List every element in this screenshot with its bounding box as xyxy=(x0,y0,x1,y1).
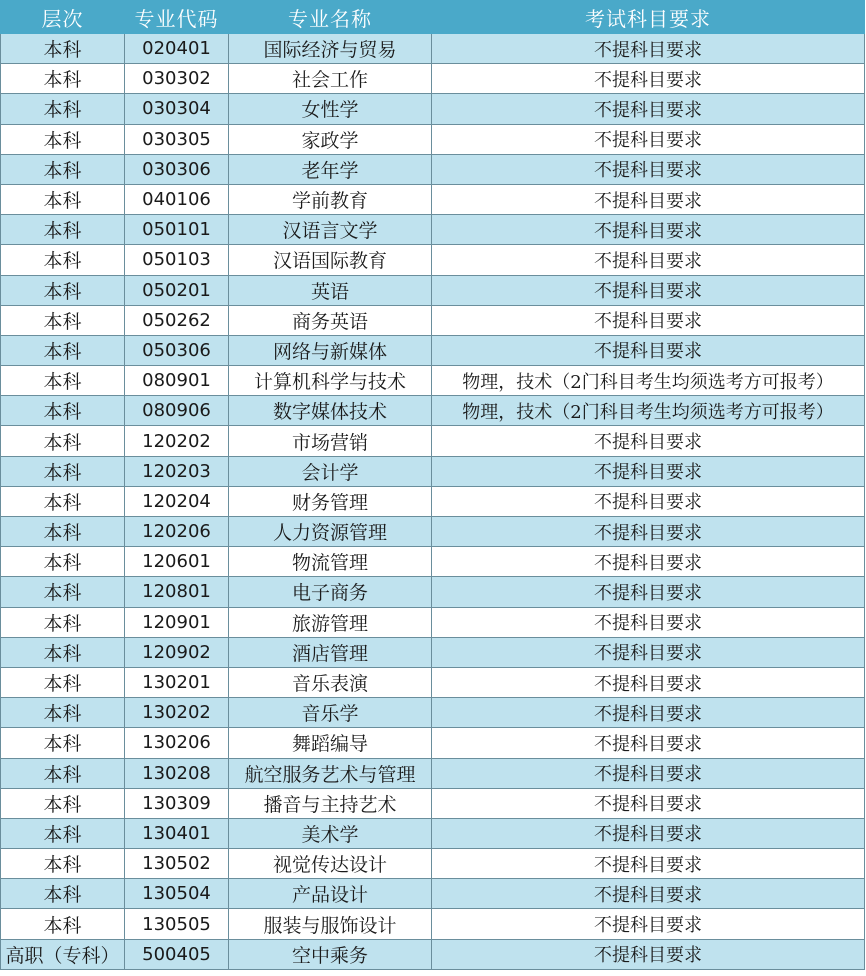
cell-code: 120801 xyxy=(125,577,229,607)
cell-requirement: 不提科目要求 xyxy=(432,577,865,607)
table-row xyxy=(1,728,865,758)
cell-major-name: 产品设计 xyxy=(229,879,432,909)
cell-level: 本科 xyxy=(1,788,125,818)
cell-code: 030305 xyxy=(125,124,229,154)
cell-requirement: 不提科目要求 xyxy=(432,215,865,245)
cell-level: 本科 xyxy=(1,335,125,365)
cell-code: 050306 xyxy=(125,335,229,365)
cell-requirement: 不提科目要求 xyxy=(432,245,865,275)
table-body xyxy=(1,34,865,970)
cell-level: 本科 xyxy=(1,698,125,728)
table-row xyxy=(1,637,865,667)
cell-level: 本科 xyxy=(1,366,125,396)
table-row xyxy=(1,64,865,94)
cell-major-name: 财务管理 xyxy=(229,486,432,516)
table-row xyxy=(1,909,865,939)
table-row xyxy=(1,758,865,788)
table-row xyxy=(1,517,865,547)
cell-requirement: 不提科目要求 xyxy=(432,667,865,697)
cell-major-name: 家政学 xyxy=(229,124,432,154)
cell-major-name: 航空服务艺术与管理 xyxy=(229,758,432,788)
cell-code: 130401 xyxy=(125,818,229,848)
cell-level: 高职（专科） xyxy=(1,939,125,969)
cell-major-name: 市场营销 xyxy=(229,426,432,456)
cell-requirement: 不提科目要求 xyxy=(432,547,865,577)
cell-major-name: 酒店管理 xyxy=(229,637,432,667)
cell-code: 130505 xyxy=(125,909,229,939)
cell-requirement: 不提科目要求 xyxy=(432,637,865,667)
cell-level: 本科 xyxy=(1,909,125,939)
cell-level: 本科 xyxy=(1,486,125,516)
cell-requirement: 不提科目要求 xyxy=(432,849,865,879)
cell-major-name: 视觉传达设计 xyxy=(229,849,432,879)
header-row xyxy=(1,1,865,34)
cell-requirement: 不提科目要求 xyxy=(432,64,865,94)
cell-major-name: 空中乘务 xyxy=(229,939,432,969)
table-row xyxy=(1,34,865,64)
cell-requirement: 不提科目要求 xyxy=(432,939,865,969)
cell-level: 本科 xyxy=(1,577,125,607)
cell-code: 120901 xyxy=(125,607,229,637)
cell-major-name: 汉语言文学 xyxy=(229,215,432,245)
cell-code: 130309 xyxy=(125,788,229,818)
table-row xyxy=(1,939,865,969)
cell-major-name: 老年学 xyxy=(229,154,432,184)
cell-major-name: 国际经济与贸易 xyxy=(229,34,432,64)
cell-requirement: 不提科目要求 xyxy=(432,154,865,184)
table-row xyxy=(1,667,865,697)
cell-requirement: 不提科目要求 xyxy=(432,456,865,486)
cell-code: 080901 xyxy=(125,366,229,396)
cell-major-name: 数字媒体技术 xyxy=(229,396,432,426)
table-row xyxy=(1,245,865,275)
cell-code: 130202 xyxy=(125,698,229,728)
cell-code: 130206 xyxy=(125,728,229,758)
cell-major-name: 服装与服饰设计 xyxy=(229,909,432,939)
table-row xyxy=(1,366,865,396)
table-header xyxy=(1,1,865,34)
cell-requirement: 不提科目要求 xyxy=(432,818,865,848)
table-row xyxy=(1,577,865,607)
cell-level: 本科 xyxy=(1,637,125,667)
cell-code: 120206 xyxy=(125,517,229,547)
cell-level: 本科 xyxy=(1,849,125,879)
cell-code: 130504 xyxy=(125,879,229,909)
table-row xyxy=(1,305,865,335)
cell-requirement: 不提科目要求 xyxy=(432,94,865,124)
table-row xyxy=(1,124,865,154)
cell-major-name: 社会工作 xyxy=(229,64,432,94)
table-row xyxy=(1,426,865,456)
cell-requirement: 不提科目要求 xyxy=(432,184,865,214)
header-code: 专业代码 xyxy=(125,1,229,34)
cell-code: 120204 xyxy=(125,486,229,516)
cell-code: 030306 xyxy=(125,154,229,184)
table-row xyxy=(1,547,865,577)
cell-level: 本科 xyxy=(1,64,125,94)
cell-code: 120902 xyxy=(125,637,229,667)
cell-requirement: 不提科目要求 xyxy=(432,486,865,516)
cell-level: 本科 xyxy=(1,517,125,547)
cell-major-name: 女性学 xyxy=(229,94,432,124)
table-row xyxy=(1,818,865,848)
cell-requirement: 不提科目要求 xyxy=(432,426,865,456)
cell-level: 本科 xyxy=(1,305,125,335)
cell-major-name: 物流管理 xyxy=(229,547,432,577)
cell-code: 050201 xyxy=(125,275,229,305)
cell-major-name: 网络与新媒体 xyxy=(229,335,432,365)
table-row xyxy=(1,94,865,124)
cell-level: 本科 xyxy=(1,275,125,305)
cell-code: 030302 xyxy=(125,64,229,94)
cell-code: 040106 xyxy=(125,184,229,214)
table-row xyxy=(1,184,865,214)
table-row xyxy=(1,396,865,426)
table-row xyxy=(1,788,865,818)
cell-level: 本科 xyxy=(1,184,125,214)
table-row xyxy=(1,849,865,879)
cell-level: 本科 xyxy=(1,154,125,184)
cell-requirement: 不提科目要求 xyxy=(432,909,865,939)
cell-level: 本科 xyxy=(1,728,125,758)
cell-requirement: 不提科目要求 xyxy=(432,517,865,547)
table-row xyxy=(1,486,865,516)
cell-code: 030304 xyxy=(125,94,229,124)
cell-major-name: 人力资源管理 xyxy=(229,517,432,547)
cell-level: 本科 xyxy=(1,426,125,456)
cell-requirement: 不提科目要求 xyxy=(432,275,865,305)
cell-code: 500405 xyxy=(125,939,229,969)
table-row xyxy=(1,215,865,245)
header-name: 专业名称 xyxy=(229,1,432,34)
cell-requirement: 不提科目要求 xyxy=(432,34,865,64)
cell-requirement: 物理，技术（2门科目考生均须选考方可报考） xyxy=(432,366,865,396)
cell-requirement: 不提科目要求 xyxy=(432,124,865,154)
cell-requirement: 不提科目要求 xyxy=(432,758,865,788)
cell-level: 本科 xyxy=(1,818,125,848)
cell-code: 050101 xyxy=(125,215,229,245)
header-requirement: 考试科目要求 xyxy=(432,1,865,34)
cell-code: 080906 xyxy=(125,396,229,426)
cell-level: 本科 xyxy=(1,215,125,245)
cell-code: 120203 xyxy=(125,456,229,486)
cell-requirement: 不提科目要求 xyxy=(432,607,865,637)
cell-major-name: 汉语国际教育 xyxy=(229,245,432,275)
cell-level: 本科 xyxy=(1,758,125,788)
cell-level: 本科 xyxy=(1,94,125,124)
cell-major-name: 音乐表演 xyxy=(229,667,432,697)
cell-level: 本科 xyxy=(1,667,125,697)
cell-level: 本科 xyxy=(1,34,125,64)
cell-level: 本科 xyxy=(1,396,125,426)
table-row xyxy=(1,456,865,486)
cell-requirement: 不提科目要求 xyxy=(432,305,865,335)
cell-major-name: 美术学 xyxy=(229,818,432,848)
cell-code: 130201 xyxy=(125,667,229,697)
cell-major-name: 旅游管理 xyxy=(229,607,432,637)
cell-code: 130208 xyxy=(125,758,229,788)
cell-major-name: 英语 xyxy=(229,275,432,305)
table-row xyxy=(1,879,865,909)
cell-code: 120202 xyxy=(125,426,229,456)
cell-major-name: 商务英语 xyxy=(229,305,432,335)
cell-level: 本科 xyxy=(1,879,125,909)
cell-major-name: 会计学 xyxy=(229,456,432,486)
cell-level: 本科 xyxy=(1,456,125,486)
header-level: 层次 xyxy=(1,1,125,34)
cell-level: 本科 xyxy=(1,245,125,275)
cell-requirement: 不提科目要求 xyxy=(432,335,865,365)
cell-level: 本科 xyxy=(1,547,125,577)
cell-major-name: 舞蹈编导 xyxy=(229,728,432,758)
cell-level: 本科 xyxy=(1,124,125,154)
cell-major-name: 计算机科学与技术 xyxy=(229,366,432,396)
cell-requirement: 不提科目要求 xyxy=(432,879,865,909)
cell-code: 120601 xyxy=(125,547,229,577)
table-row xyxy=(1,154,865,184)
cell-code: 050262 xyxy=(125,305,229,335)
cell-major-name: 播音与主持艺术 xyxy=(229,788,432,818)
cell-major-name: 电子商务 xyxy=(229,577,432,607)
table-row xyxy=(1,698,865,728)
cell-requirement: 不提科目要求 xyxy=(432,698,865,728)
table-row xyxy=(1,335,865,365)
cell-requirement: 不提科目要求 xyxy=(432,788,865,818)
cell-level: 本科 xyxy=(1,607,125,637)
cell-requirement: 物理，技术（2门科目考生均须选考方可报考） xyxy=(432,396,865,426)
cell-code: 020401 xyxy=(125,34,229,64)
table-row xyxy=(1,607,865,637)
cell-requirement: 不提科目要求 xyxy=(432,728,865,758)
cell-code: 130502 xyxy=(125,849,229,879)
cell-code: 050103 xyxy=(125,245,229,275)
cell-major-name: 音乐学 xyxy=(229,698,432,728)
cell-major-name: 学前教育 xyxy=(229,184,432,214)
table-row xyxy=(1,275,865,305)
